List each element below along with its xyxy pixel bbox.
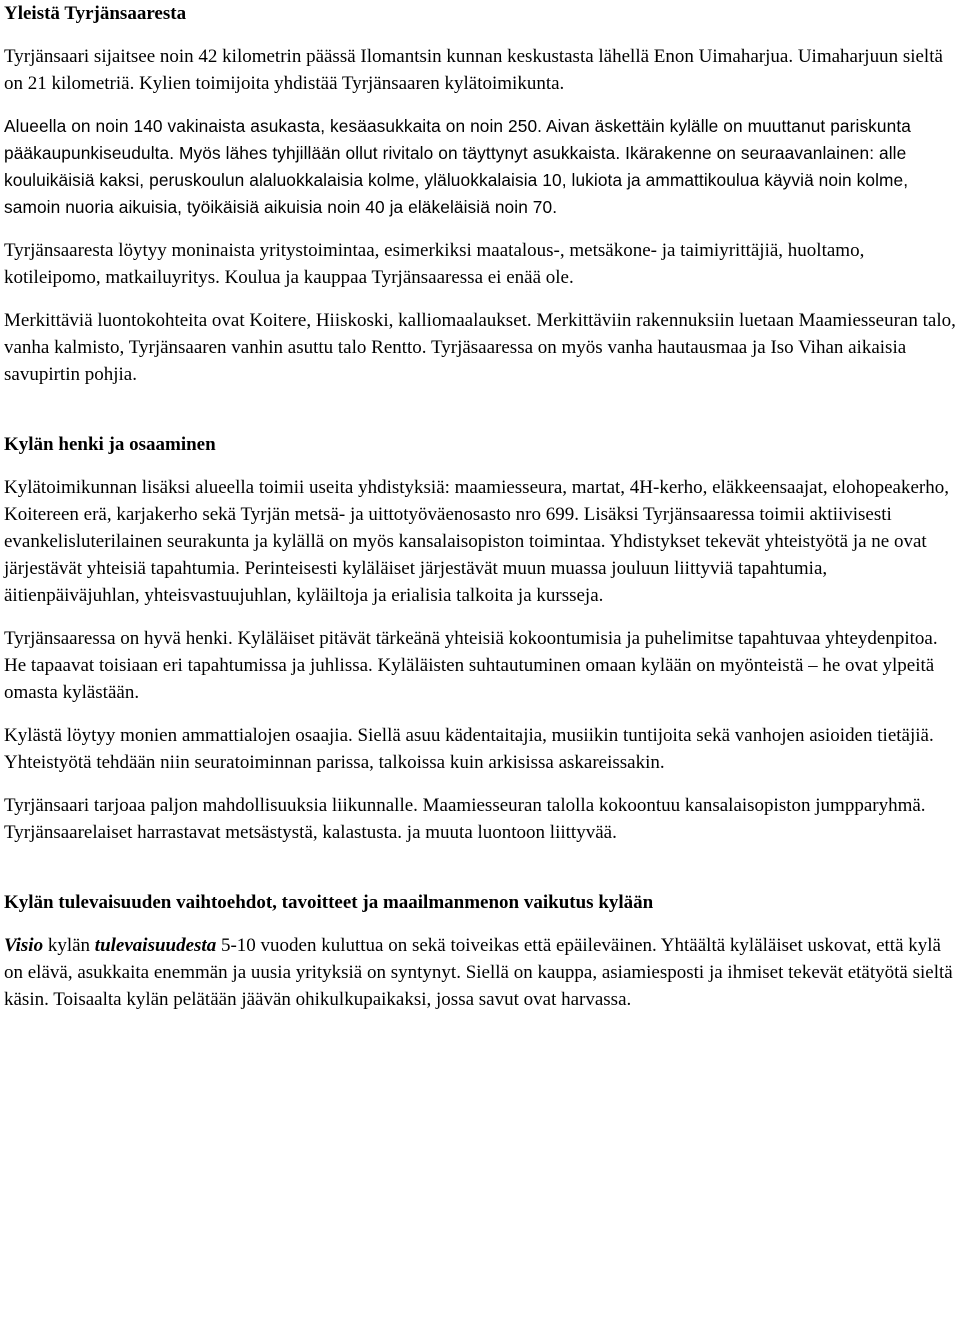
- vision-text-rest: 5-10 vuoden kuluttua on sekä toiveikas että epäileväinen. Yhtäältä kyläläiset uskovat, että kylä on elävä, asukkaita enemmän ja uusia yrityksiä on syntynyt. Siellä on kauppa, asiamiesposti ja ihmiset tekevät etätyötä sieltä käsin. Toisaalta kylän pelätään jäävän ohikulkupaikaksi, jossa savut ovat harvassa.: [4, 935, 953, 1010]
- paragraph-skills: Kylästä löytyy monien ammattialojen osaajia. Siellä asuu kädentaitajia, musiikin tuntijoita sekä vanhojen asioiden tietäjiä. Yhteistyötä tehdään niin seuratoiminnan parissa, talkoissa kuin arkisissa askareissakin.: [4, 725, 934, 773]
- paragraph-associations: Kylätoimikunnan lisäksi alueella toimii useita yhdistyksiä: maamiesseura, martat, 4H-kerho, eläkkeensaajat, elohopeakerho, Koitereen erä, karjakerho sekä Tyrjän metsä- ja uittotyöväenosasto nro 699. Lisäksi Tyrjänsaaressa toimii aktiivisesti evankelisluterilainen seurakunta ja kylällä on myös kansalaisopiston toimintaa. Yhdistykset tekevät yhteistyötä ja ne ovat järjestävät yhteisiä tapahtumia. Perinteisesti kyläläiset järjestävät muun muassa jouluun liittyviä tapahtumia, äitienpäiväjuhlan, yhteisvastuujuhlan, kyläiltoja ja erialisia talkoita ja kursseja.: [4, 477, 949, 606]
- document: [4, 0, 958, 1013]
- section-heading-future: Kylän tulevaisuuden vaihtoehdot, tavoitteet ja maailmanmenon vaikutus kylään: [4, 892, 654, 913]
- section-heading-general: Yleistä Tyrjänsaaresta: [4, 3, 187, 24]
- vision-emphasis: Visio: [4, 935, 44, 956]
- paragraph-community-spirit: Tyrjänsaaressa on hyvä henki. Kyläläiset pitävät tärkeänä yhteisiä kokoontumisia ja puhelimitse tapahtuvaa yhteydenpitoa. He tapaavat toisiaan eri tapahtumissa ja juhlissa. Kyläläisten suhtautuminen omaan kylään on myönteistä – he ovat ylpeitä omasta kylästään.: [4, 628, 938, 703]
- paragraph-landmarks: Merkittäviä luontokohteita ovat Koitere, Hiiskoski, kalliomaalaukset. Merkittäviin rakennuksiin luetaan Maamiesseuran talo, vanha kalmisto, Tyrjänsaaren vanhin asuttu talo Rentto. Tyrjäsaaressa on myös vanha hautausmaa ja Iso Vihan aikaisia savupirtin pohjia.: [4, 310, 956, 385]
- vision-text-part: kylän: [43, 935, 95, 956]
- paragraph-population: Alueella on noin 140 vakinaista asukasta, kesäasukkaita on noin 250. Aivan äskettäin kylälle on muuttanut pariskunta pääkaupunkiseudulta. Myös lähes tyhjillään ollut rivitalo on täyttynyt asukkaista. Ikärakenne on seuraavanlainen: alle kouluikäisiä kaksi, peruskoulun alaluokkalaisia kolme, yläluokkalaisia 10, lukiota ja ammattikoulua käyviä noin kolme, samoin nuoria aikuisia, työikäisiä aikuisia noin 40 ja eläkeläisiä noin 70.: [4, 116, 911, 217]
- paragraph-businesses: Tyrjänsaaresta löytyy moninaista yritystoimintaa, esimerkiksi maatalous-, metsäkone- ja taimiyrittäjiä, huoltamo, kotileipomo, matkailuyritys. Koulua ja kauppaa Tyrjänsaaressa ei enää ole.: [4, 240, 865, 288]
- future-emphasis: tulevaisuudesta: [94, 935, 217, 956]
- paragraph-recreation: Tyrjänsaari tarjoaa paljon mahdollisuuksia liikunnalle. Maamiesseuran talolla kokoontuu kansalaisopiston jumpparyhmä. Tyrjänsaarelaiset harrastavat metsästystä, kalastusta. ja muuta luontoon liittyvää.: [4, 795, 926, 843]
- paragraph-vision: [4, 932, 958, 1013]
- section-heading-spirit: Kylän henki ja osaaminen: [4, 434, 216, 455]
- paragraph-location: Tyrjänsaari sijaitsee noin 42 kilometrin päässä Ilomantsin kunnan keskustasta lähellä Enon Uimaharjua. Uimaharjuun sieltä on 21 kilometriä. Kylien toimijoita yhdistää Tyrjänsaaren kylätoimikunta.: [4, 46, 943, 94]
